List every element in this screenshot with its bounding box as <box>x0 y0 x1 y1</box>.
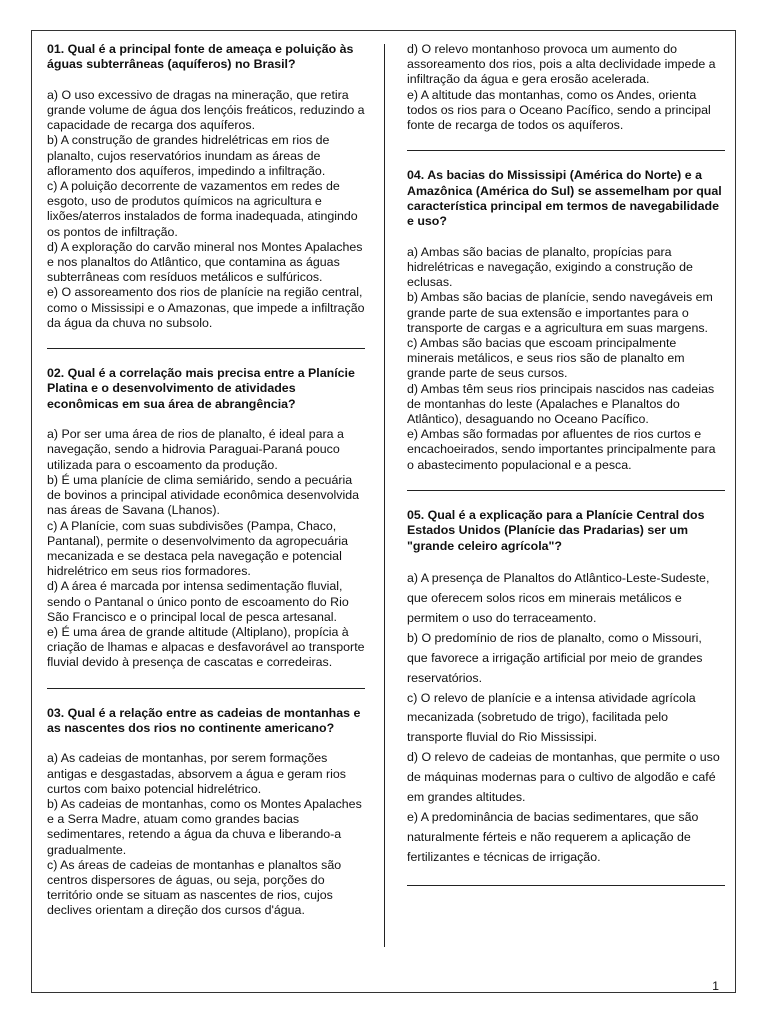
option-a: a) As cadeias de montanhas, por serem formações antigas e desgastadas, absorvem a água e geram rios curtos com baixo potencial hidrelétrico. <box>47 751 346 796</box>
option-e: e) Ambas são formadas por afluentes de rios curtos e encachoeirados, sendo importantes principalmente para o abastecimento populacional e a pesca. <box>407 427 716 472</box>
separator-line <box>407 885 725 886</box>
option-c: c) Ambas são bacias que escoam principalmente minerais metálicos, e seus rios são de planalto em grande parte de seus cursos. <box>407 336 685 381</box>
left-column <box>47 42 365 919</box>
question-title: 02. Qual é a correlação mais precisa entre a Planície Platina e o desenvolvimento de atividades econômicas em sua área de abrangência? <box>47 366 355 411</box>
question-title: 01. Qual é a principal fonte de ameaça e poluição às águas subterrâneas (aquíferos) no Brasil? <box>47 42 354 72</box>
option-a: a) Por ser uma área de rios de planalto, é ideal para a navegação, sendo a hidrovia Paraguai-Paraná pouco utilizada para o escoamento da produção. <box>47 427 344 472</box>
separator-line <box>47 688 365 689</box>
option-d: d) O relevo de cadeias de montanhas, que permite o uso de máquinas modernas para o cultivo de algodão e café em grandes altitudes. <box>407 750 720 805</box>
option-c: c) A Planície, com suas subdivisões (Pampa, Chaco, Pantanal), permite o desenvolvimento da agropecuária mecanizada e se destaca pela navegação e potencial hidrelétrico em seus rios formadores. <box>47 518 348 579</box>
option-a: a) A presença de Planaltos do Atlântico-Leste-Sudeste, que oferecem solos ricos em minerais metálicos e permitem o uso do terraceamento. <box>407 571 710 625</box>
option-c: c) A poluição decorrente de vazamentos em redes de esgoto, uso de produtos químicos na agricultura e lixões/aterros instalados de forma inadequada, atingindo os pontos de infiltração. <box>47 179 358 239</box>
page-frame <box>31 30 736 993</box>
option-b: b) As cadeias de montanhas, como os Montes Apalaches e a Serra Madre, atuam como grandes bacias sedimentares, retendo a água da chuva e liberando-a gradualmente. <box>47 796 362 857</box>
option-a: a) O uso excessivo de dragas na mineração, que retira grande volume de água dos lençóis freáticos, reduzindo a capacidade de recarga dos aquíferos. <box>47 87 365 133</box>
question-title: 03. Qual é a relação entre as cadeias de montanhas e as nascentes dos rios no continente americano? <box>47 705 361 735</box>
option-c: c) As áreas de cadeias de montanhas e planaltos são centros dispersores de águas, ou seja, porções do território onde se situam as nascentes de rios, cujos declives orientam a direção dos cursos d'água. <box>47 857 342 918</box>
question-04 <box>407 168 725 473</box>
column-divider <box>384 44 385 947</box>
option-d: d) O relevo montanhoso provoca um aumento do assoreamento dos rios, pois a alta declividade impede a infiltração da água e gera erosão acelerada. <box>407 42 716 87</box>
option-c: c) O relevo de planície e a intensa atividade agrícola mecanizada (sobretudo de trigo), facilitada pelo transporte fluvial do Rio Mississipi. <box>407 690 696 745</box>
option-e: e) A altitude das montanhas, como os Andes, orienta todos os rios para o Oceano Pacífico, sendo a principal fonte de recarga de todos os aquíferos. <box>407 87 711 133</box>
question-03 <box>47 706 365 919</box>
option-d: d) Ambas têm seus rios principais nascidos nas cadeias de montanhas do leste (Apalaches e Planaltos do Atlântico), desaguando no Oceano Pacífico. <box>407 381 715 427</box>
separator-line <box>407 490 725 491</box>
option-b: b) É uma planície de clima semiárido, sendo a pecuária de bovinos a principal atividade econômica desenvolvida nas áreas de Savana (Lhanos). <box>47 472 360 518</box>
option-d: d) A área é marcada por intensa sedimentação fluvial, sendo o Pantanal o único ponto de escoamento do Rio São Francisco e o principal local de pesca artesanal. <box>47 579 349 624</box>
question-01 <box>47 42 365 331</box>
question-title: 04. As bacias do Mississipi (América do Norte) e a Amazônica (América do Sul) se assemelham por qual característica principal em termos de navegabilidade e uso? <box>407 168 722 229</box>
option-b: b) Ambas são bacias de planície, sendo navegáveis em grande parte de sua extensão e importantes para o transporte de cargas e a agricultura em suas margens. <box>407 290 713 335</box>
question-05 <box>407 508 725 868</box>
option-d: d) A exploração do carvão mineral nos Montes Apalaches e nos planaltos do Atlântico, que contamina as águas subterrâneas com resíduos metálicos e sulfúricos. <box>47 239 363 285</box>
option-b: b) A construção de grandes hidrelétricas em rios de planalto, cujos reservatórios inundam as áreas de afloramento dos aquíferos, impedindo a infiltração. <box>47 133 330 178</box>
option-a: a) Ambas são bacias de planalto, propícias para hidrelétricas e navegação, exigindo a construção de eclusas. <box>407 244 693 290</box>
separator-line <box>407 150 725 151</box>
right-column <box>407 42 725 903</box>
question-03-continued <box>407 42 725 133</box>
question-02 <box>47 366 365 670</box>
option-b: b) O predomínio de rios de planalto, como o Missouri, que favorece a irrigação artificial por meio de grandes reservatórios. <box>407 630 703 685</box>
option-e: e) A predominância de bacias sedimentares, que são naturalmente férteis e não requerem a aplicação de fertilizantes e técnicas de irrigação. <box>407 809 699 864</box>
separator-line <box>47 348 365 349</box>
option-e: e) É uma área de grande altitude (Altiplano), propícia à criação de lhamas e alpacas e desfavorável ao transporte fluvial devido à presença de cascatas e corredeiras. <box>47 624 365 670</box>
question-title: 05. Qual é a explicação para a Planície Central dos Estados Unidos (Planície das Pradarias) ser um "grande celeiro agrícola"? <box>407 507 705 553</box>
page-number: 1 <box>712 979 719 993</box>
option-e: e) O assoreamento dos rios de planície na região central, como o Mississipi e o Amazonas, que impede a infiltração da água da chuva no subsolo. <box>47 285 365 330</box>
